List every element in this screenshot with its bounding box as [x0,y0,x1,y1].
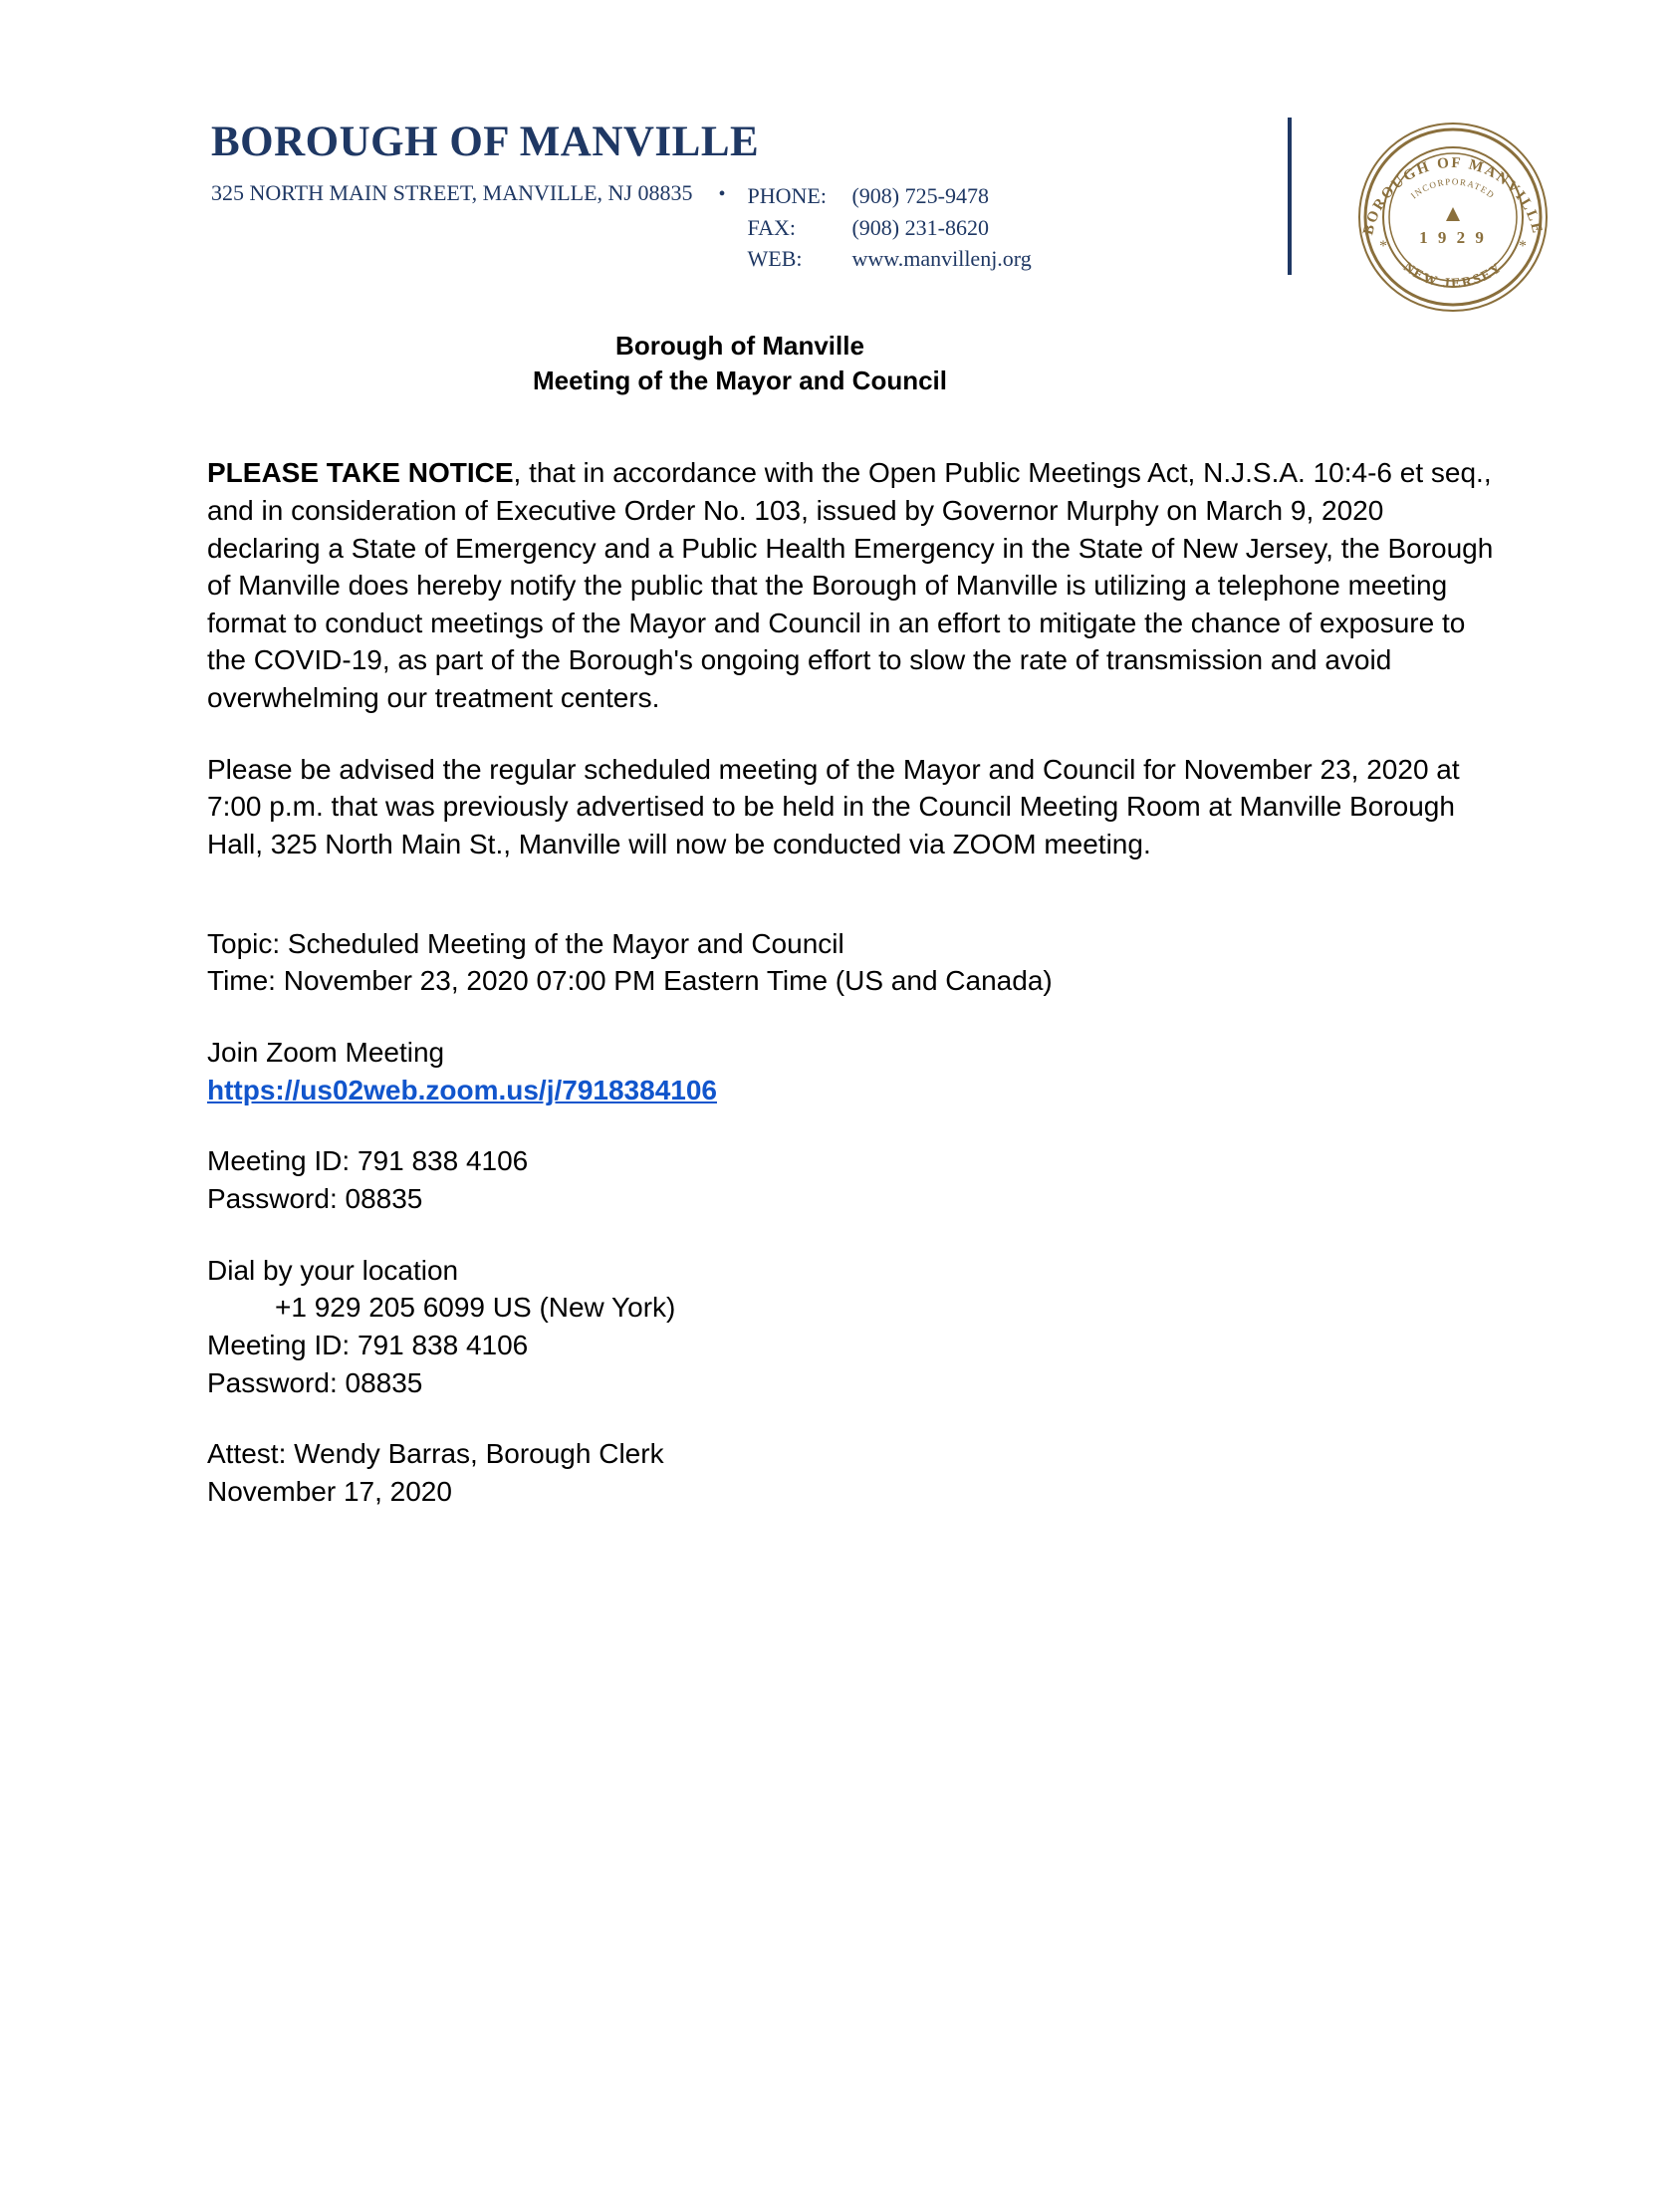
letterhead [0,118,1680,317]
zoom-topic: Topic: Scheduled Meeting of the Mayor and Council [207,927,844,959]
zoom-time: Time: November 23, 2020 07:00 PM Eastern Time (US and Canada) [207,965,1053,997]
organization-title: BOROUGH OF MANVILLE [211,119,760,165]
contact-fax [747,212,1031,243]
contact-fax-label: FAX: [747,214,796,240]
contact-phone [747,180,1031,211]
notice-rest-text: , that in accordance with the Open Public Meetings Act, N.J.S.A. 10:4-6 et seq., and in consideration of Executive Order No. 103, issued by Governor Murphy on March 9, 2020 declaring a State of Emergency and a Public Health Emergency in the State of New Jersey, the Borough of Manville does hereby notify the public that the Borough of Manville is utilizing a telephone meeting format to conduct meetings of the Mayor and Council in an effort to mitigate the chance of exposure to the COVID-19, as part of the Borough's ongoing effort to slow the rate of transmission and avoid overwhelming our treatment centers. [207,457,1494,714]
meeting-password: Password: 08835 [207,1183,423,1215]
contact-phone-value: (908) 725-9478 [851,183,989,209]
notice-heading [207,329,1273,398]
join-zoom-link[interactable]: https://us02web.zoom.us/j/7918384106 [207,1074,717,1105]
vertical-divider [1288,118,1292,275]
notice-paragraph-1 [207,454,1502,717]
svg-text:NEW JERSEY: NEW JERSEY [1399,259,1507,292]
contact-list [747,180,1031,274]
svg-text:*: * [1379,238,1387,255]
contact-phone-label: PHONE: [747,183,827,209]
notice-paragraph-2: Please be advised the regular scheduled meeting of the Mayor and Council for November 23, 2020 at 7:00 p.m. that was previously advertised to be held in the Council Meeting Room at Manville Borough Hall, 325 North Main St., Manville will now be conducted via ZOOM meeting. [207,753,1460,860]
letterhead-text [211,118,1277,274]
contact-web [747,243,1031,274]
attest-date: November 17, 2020 [207,1475,452,1507]
contact-web-label: WEB: [747,245,803,271]
svg-text:*: * [1519,238,1527,255]
dial-meeting-id: Meeting ID: 791 838 4106 [207,1330,529,1360]
contact-web-value[interactable]: www.manvillenj.org [851,245,1032,271]
dial-password: Password: 08835 [207,1366,423,1398]
separator-bullet: • [718,183,726,206]
letterhead-contact-row [211,180,1277,274]
join-zoom-label: Join Zoom Meeting [207,1037,445,1069]
document-body [207,329,1502,1511]
notice-heading-line1: Borough of Manville [615,331,864,361]
street-address: 325 NORTH MAIN STREET, MANVILLE, NJ 08835 [211,180,693,206]
svg-text:INCORPORATED: INCORPORATED [1408,176,1498,201]
meeting-id: Meeting ID: 791 838 4106 [207,1145,529,1177]
svg-text:BOROUGH OF MANVILLE: BOROUGH OF MANVILLE [1360,154,1546,237]
notice-heading-line2: Meeting of the Mayor and Council [532,366,947,396]
svg-text:1 9 2 9: 1 9 2 9 [1419,228,1487,247]
join-zoom-link-row [207,1072,1502,1109]
notice-lead-text: PLEASE TAKE NOTICE [207,457,514,489]
attest-line: Attest: Wendy Barras, Borough Clerk [207,1438,664,1470]
contact-fax-value: (908) 231-8620 [851,214,989,240]
dial-location-label: Dial by your location [207,1254,459,1286]
borough-seal-icon [1347,112,1559,323]
dial-phone-number: +1 929 205 6099 US (New York) [275,1292,676,1324]
